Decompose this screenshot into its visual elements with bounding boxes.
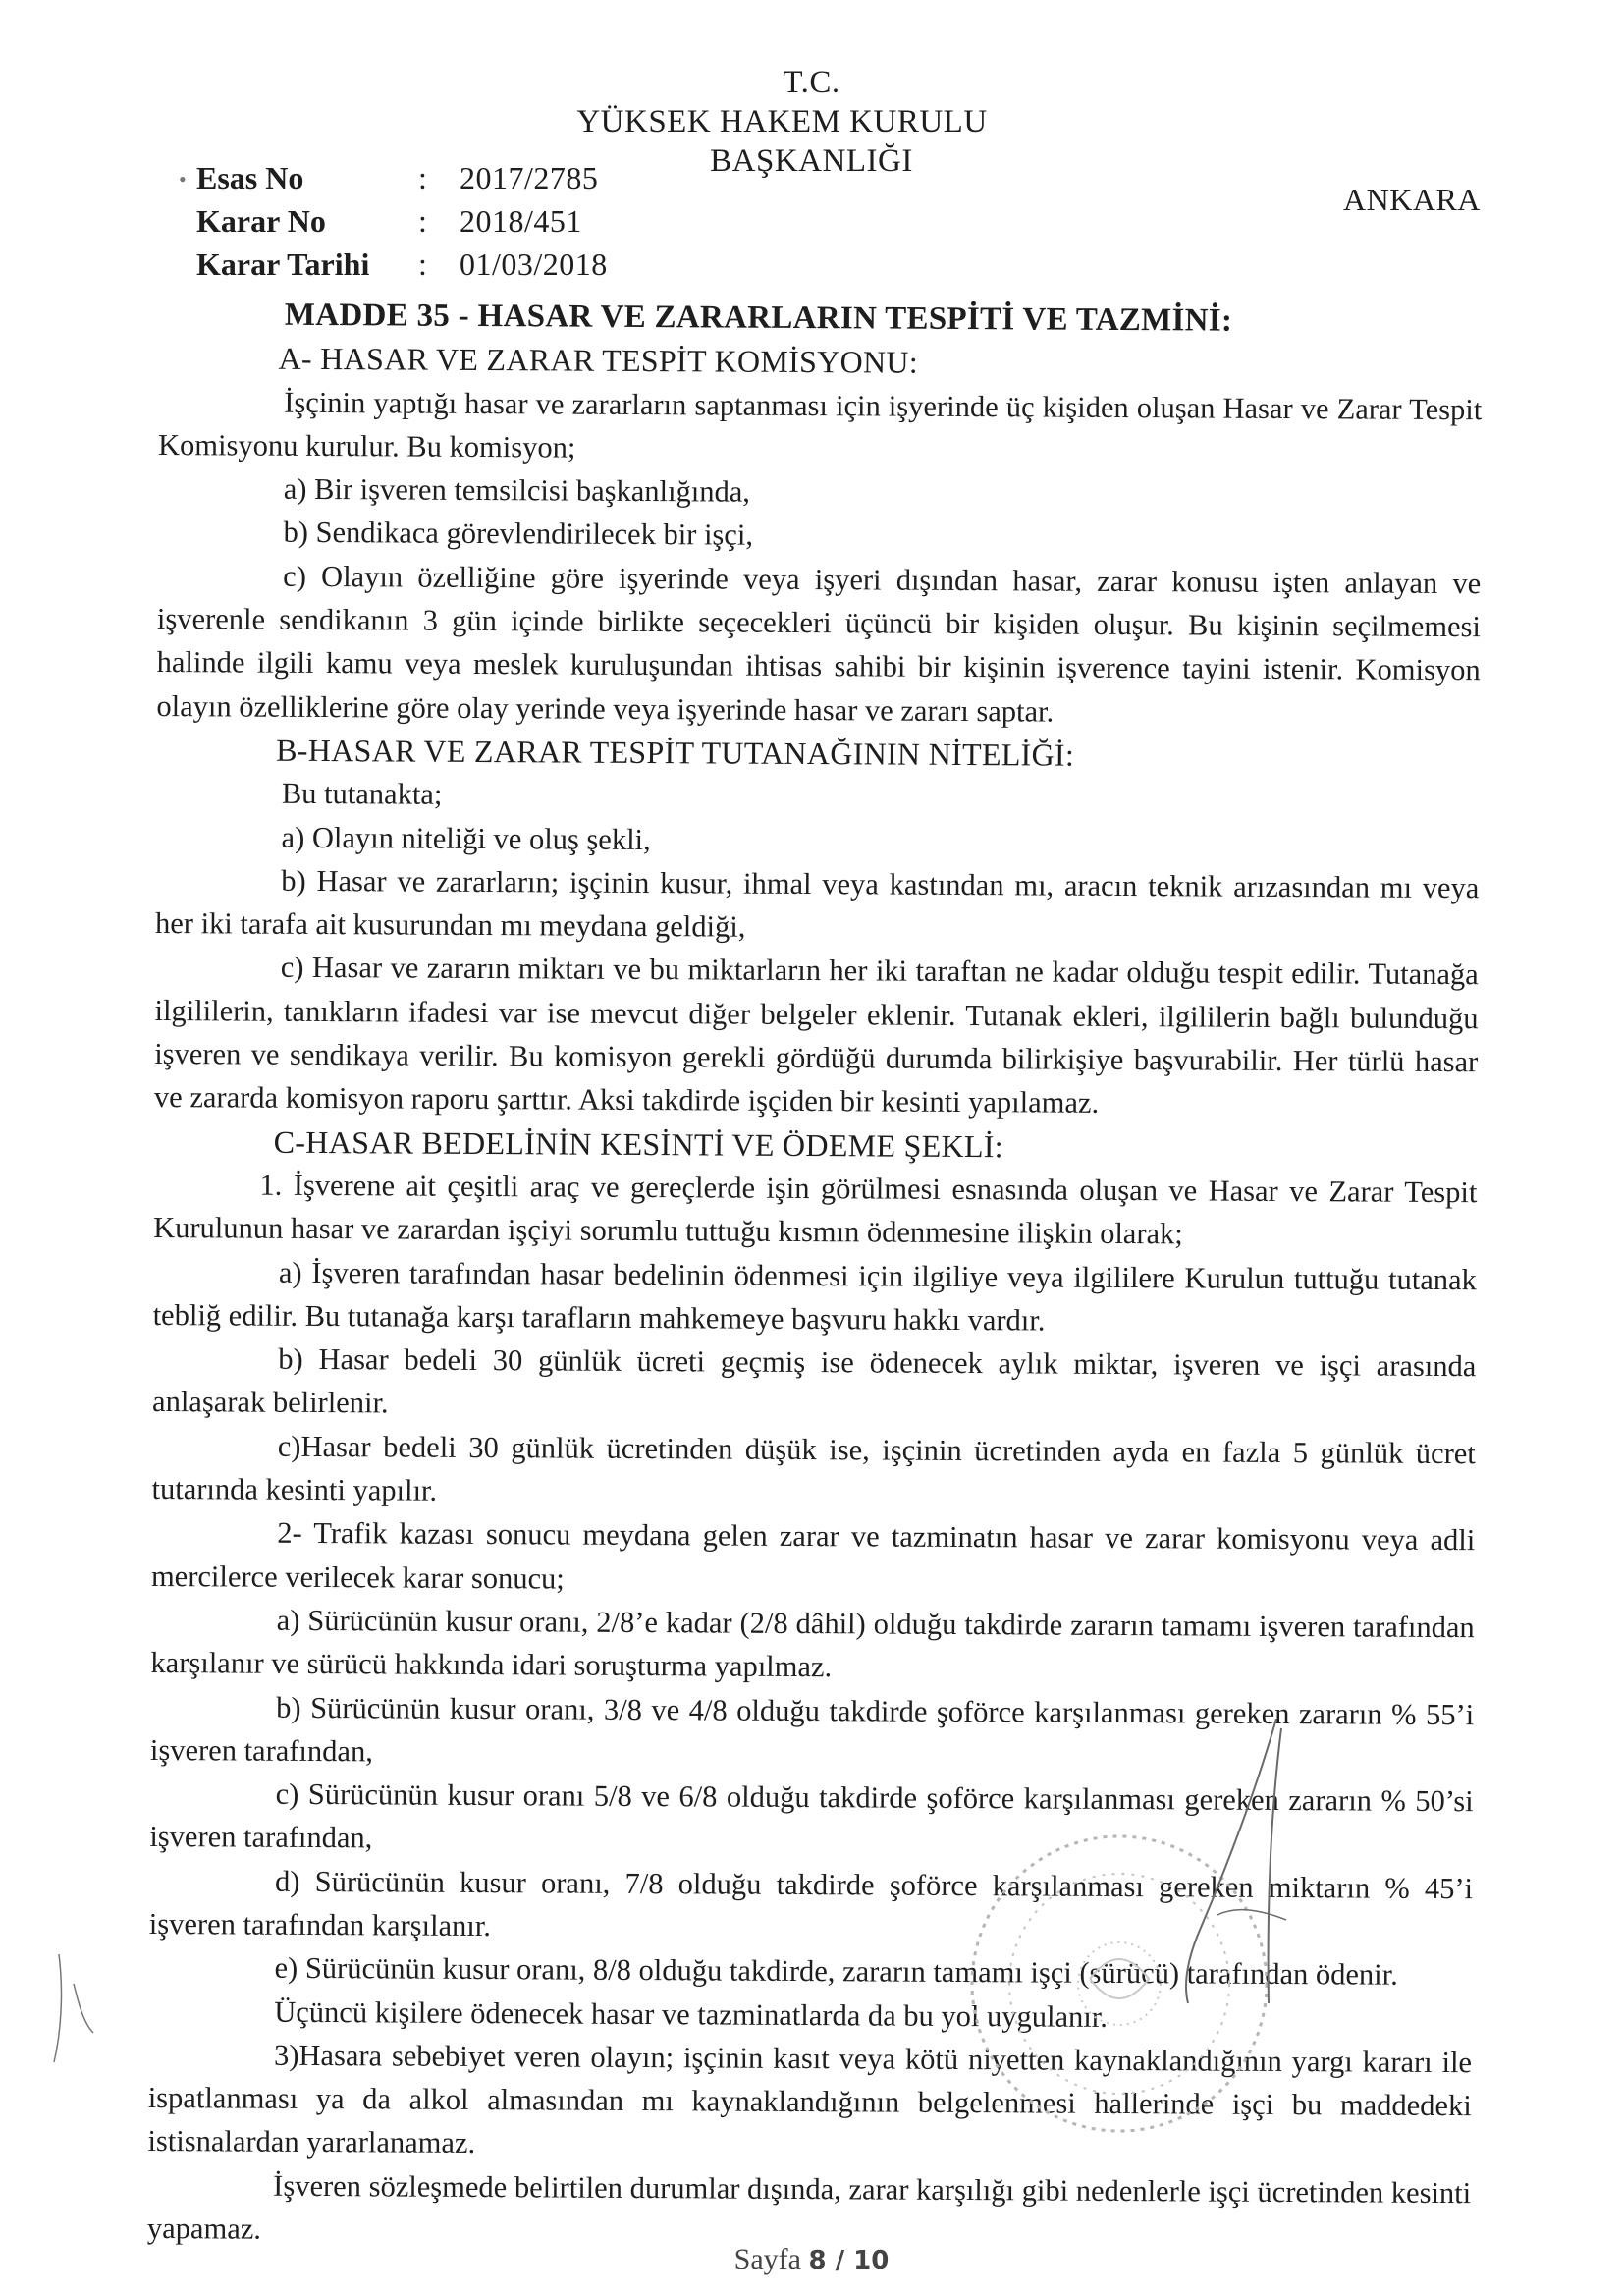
city-label: ANKARA [1343, 182, 1481, 217]
paragraph: b) Hasar bedeli 30 günlük ücreti geçmiş ise ödenecek aylık miktar, işveren ve işçi arasında anlaşarak belirlenir. [151, 1341, 1477, 1420]
header-line-board: YÜKSEK HAKEM KURULU [576, 104, 988, 139]
paragraph: a) Sürücünün kusur oranı, 2/8’e kadar (2/8 dâhil) olduğu takdirde zararın tamamı işveren tarafından karşılanır ve sürücü hakkında idari soruşturma yapılmaz. [150, 1603, 1475, 1684]
paragraph: Bu tutanakta; [281, 777, 443, 812]
section-c-heading: C-HASAR BEDELİNİN KESİNTİ VE ÖDEME ŞEKLİ: [273, 1123, 1004, 1164]
paragraph: c)Hasar bedeli 30 günlük ücretinden düşük ise, işçinin ücretinden ayda en fazla 5 günlük ücret tutarında kesinti yapılır. [151, 1429, 1476, 1507]
paragraph: b) Hasar ve zararların; işçinin kusur, ihmal veya kastından mı, aracın teknik arızasından mı veya her iki tarafa ait kusurundan mı meydana geldiği, [154, 863, 1480, 944]
paragraph: a) Olayın niteliği ve oluş şekli, [281, 820, 651, 856]
section-b-heading: B-HASAR VE ZARAR TESPİT TUTANAĞININ NİTELİĞİ: [276, 732, 1075, 773]
meta-sep: : [418, 203, 427, 239]
paragraph: 1. İşverene ait çeşitli araç ve gereçlerde işin görülmesi esnasında oluşan ve Hasar ve Zarar Tespit Kurulunun hasar ve zarardan işçiyi sorumlu tuttuğu kısmın ödenmesine ilişkin olarak; [153, 1168, 1478, 1251]
header-line-presidency: BAŞKANLIĞI [710, 143, 913, 179]
margin-initial-icon [39, 1944, 108, 2072]
paragraph: a) İşveren tarafından hasar bedelinin ödenmesi için ilgiliye veya ilgililere Kurulun tuttuğu tutanak tebliğ edilir. Bu tutanağa karşı tarafların mahkemeye başvuru hakkı vardır. [152, 1255, 1477, 1338]
paragraph: d) Sürücünün kusur oranı, 7/8 olduğu takdirde şoförce karşılanması gereken miktarın % 45’i işveren tarafından karşılanır. [148, 1864, 1474, 1943]
paragraph: 2- Trafik kazası sonucu meydana gelen zarar ve tazminatın hasar ve zarar komisyonu veya adli mercilerce verilecek karar sonucu; [150, 1516, 1476, 1596]
paragraph: c) Sürücünün kusur oranı 5/8 ve 6/8 olduğu takdirde şoförce karşılanması gereken zararın % 50’si işveren tarafından, [149, 1777, 1474, 1855]
paragraph: İşveren sözleşmede belirtilen durumlar dışında, zarar karşılığı gibi nedenlerle işçi ücretinden kesinti yapamaz. [146, 2168, 1472, 2246]
paragraph: c) Hasar ve zararın miktarı ve bu miktarların her iki taraftan ne kadar olduğu tespit edilir. Tutanağa ilgililerin, tanıkların ifadesi var ise mevcut diğer belgeler eklenir. Tutanak ekleri, ilgililerin bağlı bulunduğu işveren ve sendikaya verilir. Bu komisyon gerekli gördüğü durumda bilirkişiye başvurabilir. Her türlü hasar ve zararda komisyon raporu şarttır. Aksi takdirde işçiden bir kesinti yapılamaz. [153, 951, 1479, 1121]
page-footer [0, 2243, 1623, 2276]
meta-sep: : [418, 246, 427, 282]
paragraph: b) Sendikaca görevlendirilecek bir işçi, [283, 516, 754, 553]
meta-value: 2018/451 [460, 203, 582, 239]
meta-label: Esas No [196, 160, 304, 195]
meta-label: Karar No [196, 203, 326, 239]
paragraph: İşçinin yaptığı hasar ve zararların saptanması için işyerinde üç kişiden oluşan Hasar ve Zarar Tespit Komisyonu kurulur. Bu komisyon; [157, 385, 1483, 465]
paragraph: c) Olayın özelliğine göre işyerinde veya işyeri dışından hasar, zarar konusu işten anlayan ve işverenle sendikanın 3 gün içinde birlikte seçecekleri üçüncü bir kişiden oluşur. Bu kişinin seçilmemesi halinde ilgili kamu veya meslek kuruluşundan ihtisas sahibi bir kişinin işverence tayini istenir. Komisyon olayın özelliklerine göre olay yerinde veya işyerinde hasar ve zararı saptar. [156, 559, 1482, 729]
page-prefix: Sayfa [733, 2243, 801, 2275]
meta-sep: : [418, 160, 427, 195]
paragraph: b) Sürücünün kusur oranı, 3/8 ve 4/8 olduğu takdirde şoförce karşılanması gereken zararın % 55’i işveren tarafından, [149, 1690, 1475, 1769]
paragraph: e) Sürücünün kusur oranı, 8/8 olduğu takdirde, zararın tamamı işçi (sürücü) tarafından ödenir. [274, 1951, 1398, 1993]
document-body [147, 293, 1483, 2259]
meta-value: 01/03/2018 [460, 246, 608, 282]
meta-value: 2017/2785 [460, 160, 599, 195]
meta-label: Karar Tarihi [196, 246, 370, 282]
header-line-tc: T.C. [783, 65, 840, 100]
paragraph: a) Bir işveren temsilcisi başkanlığında, [283, 471, 751, 509]
section-a-heading: A- HASAR VE ZARAR TESPİT KOMİSYONU: [278, 341, 919, 381]
paragraph: Üçüncü kişilere ödenecek hasar ve tazminatlarda da bu yol uygulanır. [274, 1995, 1109, 2034]
page-number: 8 / 10 [808, 2246, 890, 2275]
document-page: T.C. YÜKSEK HAKEM KURULU BAŞKANLIĞI • Esas No : 2017/2785 Karar No : 2018/451 Karar Tarihi : 01/03/2018 ANKARA MADDE 35 - HASAR VE ZARARLARIN TESPİTİ VE TAZMİNİ: A- HASAR VE ZARAR TESPİT KOMİSYONU: İşçinin yaptığı hasar ve zararların saptanması için işyerinde üç kişiden oluşan Hasar ve Zarar Tespit Komisyonu kurulur. Bu komisyon; a) Bir işveren temsilcisi başkanlığında, b) Sendikaca görevlendirilecek bir işçi, c) Olayın özelliğine göre işyerinde veya işyeri dışından hasar, zarar konusu işten anlayan ve işverenle sendikanın 3 gün içinde birlikte seçecekleri üçüncü bir kişiden oluşur. Bu kişinin seçilmemesi halinde ilgili kamu veya meslek kuruluşundan ihtisas sahibi bir kişinin işverence tayini istenir. Komisyon olayın özelliklerine göre olay yerinde veya işyerinde hasar ve zararı saptar. B-HASAR VE ZARAR TESPİT TUTANAĞININ NİTELİĞİ: Bu tutanakta; a) Olayın niteliği ve oluş şekli, b) Hasar ve zararların; işçinin kusur, ihmal veya kastından mı, aracın teknik arızasından mı veya her iki tarafa ait kusurundan mı meydana geldiği, c) Hasar ve zararın miktarı ve bu miktarların her iki taraftan ne kadar olduğu tespit edilir. Tutanağa ilgililerin, tanıkların ifadesi var ise mevcut diğer belgeler eklenir. Tutanak ekleri, ilgililerin bağlı bulunduğu işveren ve sendikaya verilir. Bu komisyon gerekli gördüğü durumda bilirkişiye başvurabilir. Her türlü hasar ve zararda komisyon raporu şarttır. Aksi takdirde işçiden bir kesinti yapılamaz. C-HASAR BEDELİNİN KESİNTİ VE ÖDEME ŞEKLİ: 1. İşverene ait çeşitli araç ve gereçlerde işin görülmesi esnasında oluşan ve Hasar ve Zarar Tespit Kurulunun hasar ve zarardan işçiyi sorumlu tuttuğu kısmın ödenmesine ilişkin olarak; a) İşveren tarafından hasar bedelinin ödenmesi için ilgiliye veya ilgililere Kurulun tuttuğu tutanak tebliğ edilir. Bu tutanağa karşı tarafların mahkemeye başvuru hakkı vardır. b) Hasar bedeli 30 günlük ücreti geçmiş ise ödenecek aylık miktar, işveren ve işçi arasında anlaşarak belirlenir. c)Hasar bedeli 30 günlük ücretinden düşük ise, işçinin ücretinden ayda en fazla 5 günlük ücret tutarında kesinti yapılır. 2- Trafik kazası sonucu meydana gelen zarar ve tazminatın hasar ve zarar komisyonu veya adli mercilerce verilecek karar sonucu; a) Sürücünün kusur oranı, 2/8’e kadar (2/8 dâhil) olduğu takdirde zararın tamamı işveren tarafından karşılanır ve sürücü hakkında idari soruşturma yapılmaz. b) Sürücünün kusur oranı, 3/8 ve 4/8 olduğu takdirde şoförce karşılanması gereken zararın % 55’i işveren tarafından, c) Sürücünün kusur oranı 5/8 ve 6/8 olduğu takdirde şoförce karşılanması gereken zararın % 50’si işveren tarafından, d) Sürücünün kusur oranı, 7/8 olduğu takdirde şoförce karşılanması gereken miktarın % 45’i işveren tarafından karşılanır. e) Sürücünün kusur oranı, 8/8 olduğu takdirde, zararın tamamı işçi (sürücü) tarafından ödenir. Üçüncü kişilere ödenecek hasar ve tazminatlarda da bu yol uygulanır. 3)Hasara sebebiyet veren olayın; işçinin kasıt veya kötü niyetten kaynaklandığının yargı kararı ile ispatlanması ya da alkol almasından mı kaynaklandığının belgelenmesi hallerinde işçi bu maddedeki istisnalardan yararlanamaz. İşveren sözleşmede belirtilen durumlar dışında, zarar karşılığı gibi nedenlerle işçi ücretinden kesinti yapamaz. Sayfa 8 / 10 [0, 0, 1623, 2296]
article-title: MADDE 35 - HASAR VE ZARARLARIN TESPİTİ VE TAZMİNİ: [284, 297, 1233, 339]
paragraph: 3)Hasara sebebiyet veren olayın; işçinin kasıt veya kötü niyetten kaynaklandığının yargı kararı ile ispatlanması ya da alkol almasından mı kaynaklandığının belgelenmesi hallerinde işçi bu maddedeki istisnalardan yararlanamaz. [147, 2038, 1473, 2160]
